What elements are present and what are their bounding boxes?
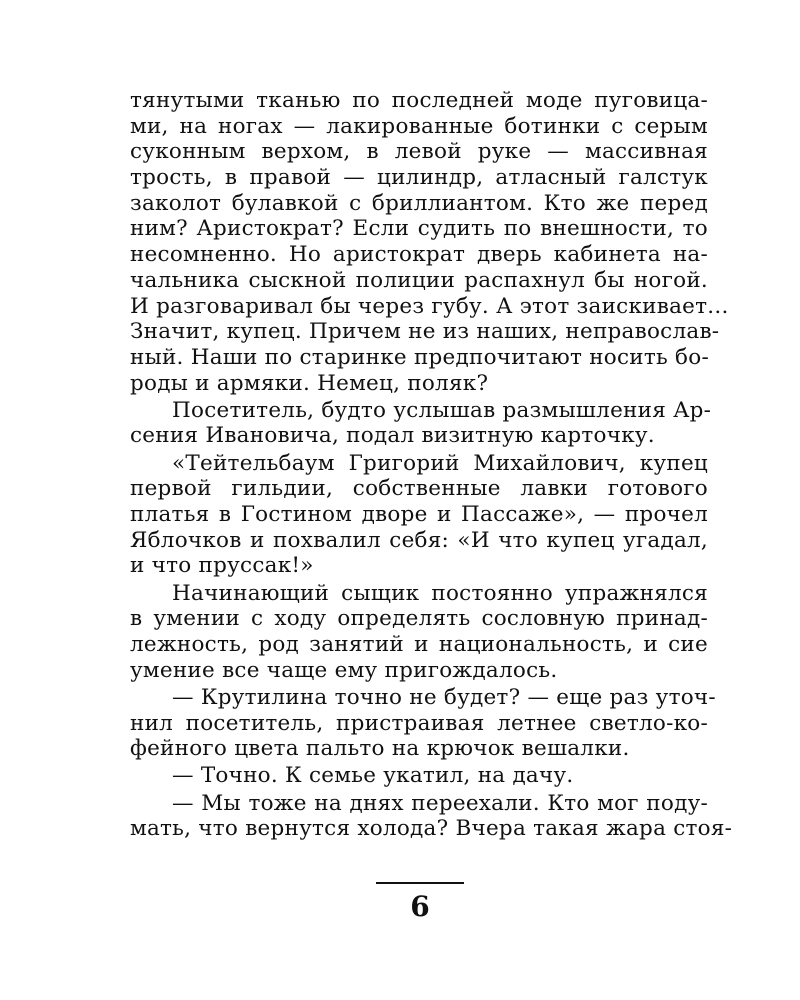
- text-line: Начинающий сыщик постоянно упражнялся: [172, 580, 708, 606]
- page-number: 6: [410, 890, 430, 923]
- paragraph: [130, 88, 729, 396]
- text-line: мать, что вернутся холода? Вчера такая жара стоя-: [130, 816, 733, 842]
- text-line: первой гильдии, собственные лавки готового: [130, 476, 708, 502]
- text-line: умение все чаще ему пригождалось.: [130, 657, 558, 683]
- text-line: платья в Гостином дворе и Пассаже», — прочел: [130, 502, 708, 527]
- text-line: И разговаривал бы через губу. А этот заискивает...: [130, 293, 729, 319]
- text-line: Значит, купец. Причем не из наших, неправослав-: [130, 319, 720, 345]
- footer-divider: [376, 882, 464, 884]
- paragraph: [130, 397, 712, 449]
- text-line: ним? Аристократ? Если судить по внешности, то: [130, 216, 708, 242]
- text-line: в умении с ходу определять сословную принад-: [130, 606, 708, 632]
- text-line: сения Ивановича, подал визитную карточку.: [130, 423, 655, 449]
- text-line: роды и армяки. Немец, поляк?: [130, 370, 489, 396]
- paragraph: [130, 684, 716, 762]
- paragraph: [130, 790, 733, 842]
- text-line: ми, на ногах — лакированные ботинки с серым: [130, 113, 708, 139]
- text-line: и что пруссак!»: [130, 553, 314, 579]
- text-line: Яблочков и похвалил себя: «И что купец угадал,: [130, 527, 708, 553]
- text-line: заколот булавкой с бриллиантом. Кто же перед: [130, 190, 708, 216]
- text-line: ный. Наши по старинке предпочитают носить бо-: [130, 344, 709, 370]
- text-line: лежность, род занятий и национальность, и сие: [130, 631, 708, 657]
- paragraph: [130, 581, 708, 684]
- page-body: [130, 88, 733, 843]
- text-line: суконным верхом, в левой руке — массивная: [130, 139, 708, 165]
- text-line: Посетитель, будто услышав размышления Ар-: [172, 397, 712, 423]
- text-line: несомненно. Но аристократ дверь кабинета на-: [130, 242, 708, 268]
- text-line: — Мы тоже на днях переехали. Кто мог поду-: [172, 790, 708, 816]
- text-line: фейного цвета пальто на крючок вешалки.: [130, 736, 630, 762]
- text-line: чальника сыскной полиции распахнул бы ногой.: [130, 267, 708, 293]
- text-line: нил посетитель, пристраивая летнее светло-ко-: [130, 710, 708, 736]
- text-line: «Тейтельбаум Григорий Михайлович, купец: [172, 450, 708, 476]
- text-line: тянутыми тканью по последней моде пуговица-: [130, 88, 708, 113]
- paragraph: [130, 451, 708, 579]
- paragraph: [130, 763, 708, 789]
- text-line: — Крутилина точно не будет? — еще раз уточ-: [172, 684, 716, 710]
- text-line: трость, в правой — цилиндр, атласный галстук: [130, 165, 708, 191]
- text-line: — Точно. К семье укатил, на дачу.: [172, 763, 574, 789]
